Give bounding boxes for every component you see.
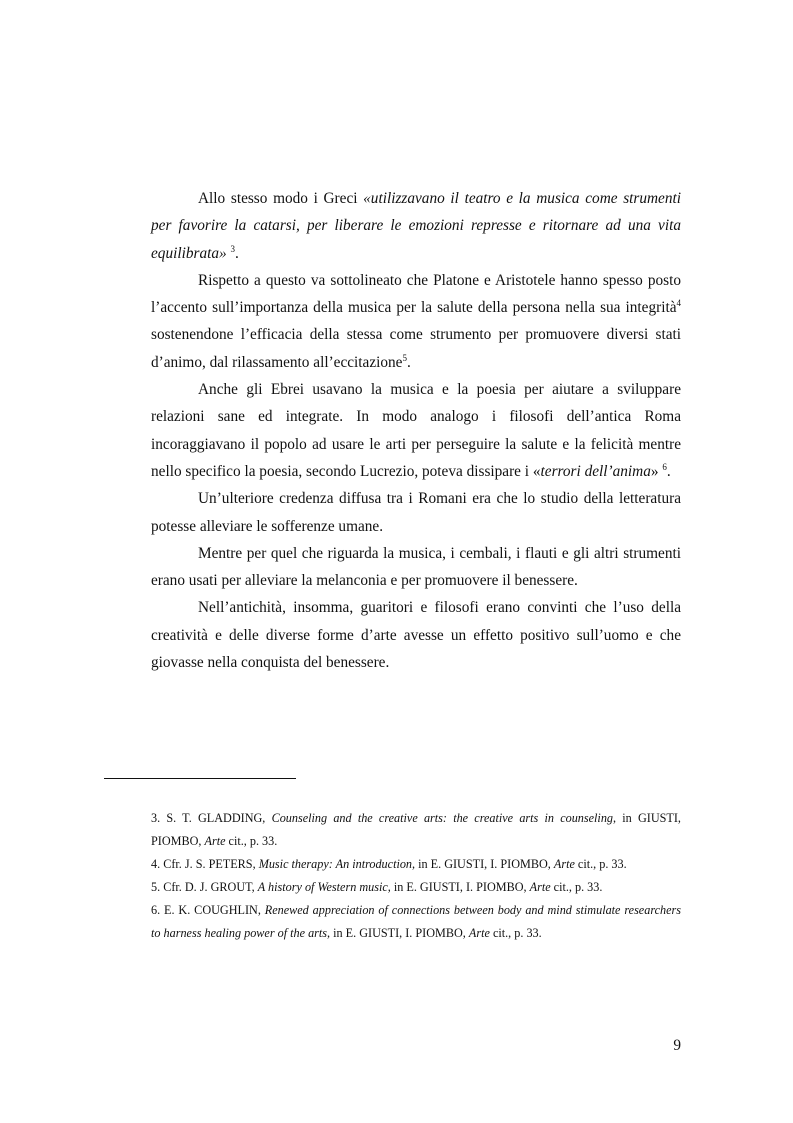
- footnote-title: A history of Western music,: [257, 880, 391, 894]
- paragraph-romani: Un’ulteriore credenza diffusa tra i Romani era che lo studio della letteratura potesse alleviare le sofferenze umane.: [151, 490, 681, 535]
- paragraph-greci: [151, 185, 681, 267]
- page-number: 9: [673, 1037, 681, 1054]
- footnote-title: Renewed appreciation of connections between body and mind stimulate researchers to harness healing power of the arts,: [151, 903, 682, 940]
- main-text: [151, 185, 681, 676]
- footnote-title: Arte: [468, 926, 490, 940]
- footnote-text: cit., p. 33.: [550, 880, 603, 894]
- footnote-title: Music therapy: An introduction,: [258, 857, 416, 871]
- quote-open: «: [532, 462, 541, 480]
- footnote-title: Arte: [553, 857, 575, 871]
- quote-close: »: [650, 462, 659, 480]
- footnote-ref-5: 5: [402, 352, 407, 363]
- footnote-text: cit., p. 33.: [574, 857, 627, 871]
- footnote-text: 5. Cfr. D. J. GROUT,: [151, 880, 258, 894]
- footnote-title: Arte: [204, 834, 226, 848]
- paragraph-text: .: [666, 462, 671, 480]
- footnote-ref-4: 4: [676, 298, 681, 309]
- paragraph-text: sostenendone l’efficacia della stessa come strumento per promuovere diversi stati d’animo, dal rilassamento all’eccitazione: [151, 326, 681, 371]
- footnote-5: [151, 876, 681, 899]
- footnote-text: in E. GIUSTI, I. PIOMBO,: [390, 880, 530, 894]
- footnote-text: in E. GIUSTI, I. PIOMBO,: [415, 857, 554, 871]
- footnote-text: 4. Cfr. J. S. PETERS,: [151, 857, 259, 871]
- footnote-text: in E. GIUSTI, I. PIOMBO,: [330, 926, 469, 940]
- footnote-4: [151, 853, 681, 876]
- footnotes: [151, 807, 681, 945]
- paragraph-text: Rispetto a questo va sottolineato che Platone e Aristotele hanno spesso posto l’accento sull’importanza della musica per la salute della persona nella sua integrità: [151, 271, 681, 317]
- paragraph-musica: Mentre per quel che riguarda la musica, i cembali, i flauti e gli altri strumenti erano usati per alleviare la melanconia e per promuovere il benessere.: [151, 544, 681, 590]
- footnote-text: cit., p. 33.: [225, 834, 278, 848]
- footnote-title: Counseling and the creative arts: the creative arts in counseling: [271, 811, 614, 825]
- paragraph-ebrei: [151, 376, 681, 485]
- footnote-text: , in GIUSTI, PIOMBO,: [151, 811, 681, 848]
- quotation: «utilizzavano il teatro e la musica come strumenti per favorire la catarsi, per liberare le emozioni represse e ritornare ad una vita equilibrata»: [151, 190, 681, 262]
- paragraph-platone: [151, 267, 681, 376]
- footnote-6: [151, 899, 681, 945]
- footnote-title: Arte: [529, 880, 551, 894]
- paragraph-text: .: [406, 353, 411, 371]
- paragraph-text: Allo stesso modo i Greci: [198, 190, 364, 207]
- footnote-3: [151, 807, 681, 853]
- paragraph-text: .: [234, 244, 239, 262]
- footnote-ref-6: 6: [662, 461, 667, 472]
- paragraph-text: Anche gli Ebrei usavano la musica e la poesia per aiutare a sviluppare relazioni sane ed integrate. In modo analogo i filosofi dell’antica Roma incoraggiavano il popolo ad usare le arti per perseguire la salute e la felicità mentre nello specifico la poesia, secondo Lucrezio, poteva dissipare i: [151, 381, 681, 480]
- paragraph-antichita: Nell’antichità, insomma, guaritori e filosofi erano convinti che l’uso della creatività e delle diverse forme d’arte avesse un effetto positivo sull’uomo e che giovasse nella conquista del benessere.: [151, 599, 681, 672]
- footnote-text: cit., p. 33.: [489, 926, 542, 940]
- quotation: terrori dell’anima: [540, 462, 651, 480]
- footnote-separator: [104, 778, 296, 779]
- footnote-text: 3. S. T. GLADDING,: [151, 811, 272, 825]
- footnote-text: 6. E. K. COUGHLIN,: [151, 903, 265, 917]
- footnote-ref-3: 3: [230, 243, 235, 254]
